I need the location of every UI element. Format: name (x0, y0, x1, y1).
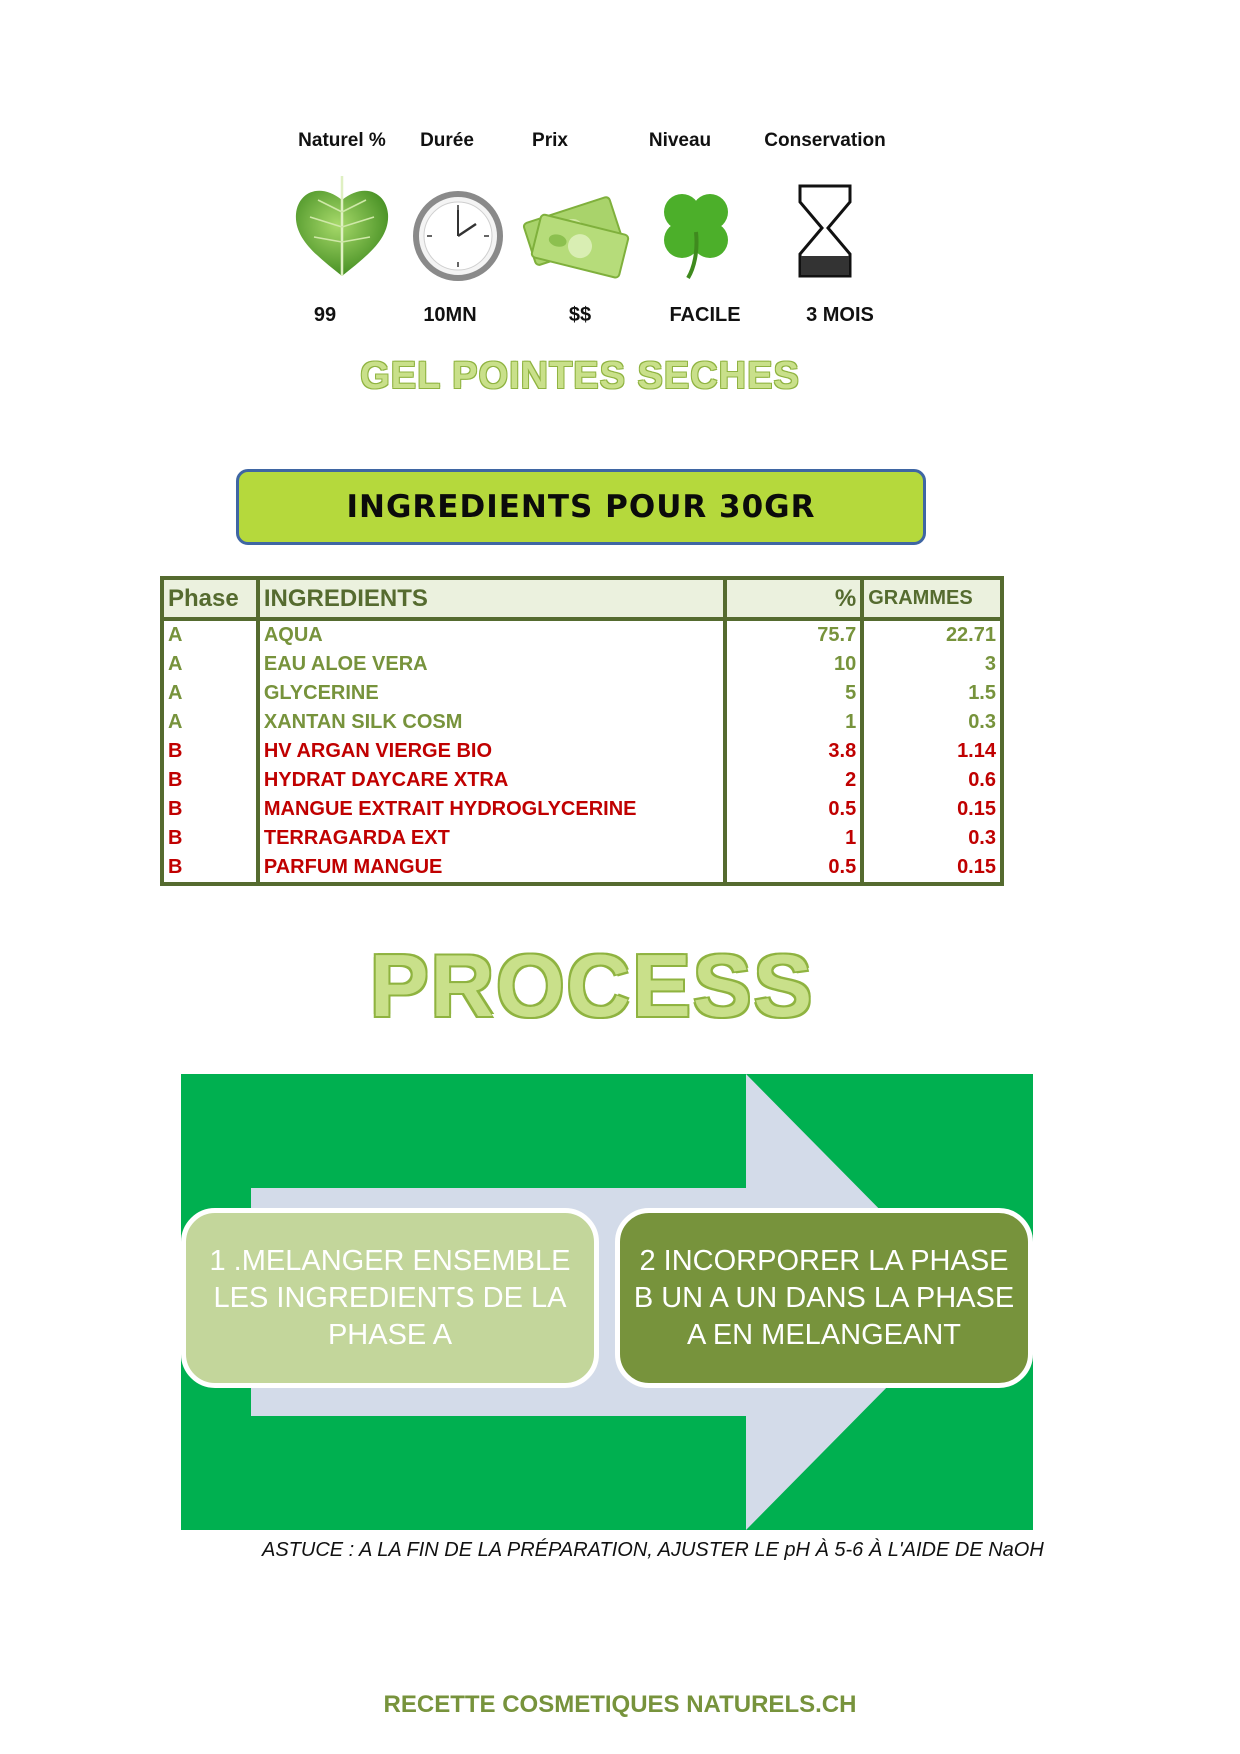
cell-percent: 0.5 (725, 853, 862, 884)
clock-icon (410, 172, 506, 282)
leaf-heart-icon (290, 172, 394, 282)
header-phase: Phase (162, 578, 258, 619)
cell-percent: 3.8 (725, 737, 862, 766)
cell-grams: 22.71 (862, 619, 1002, 650)
cell-percent: 0.5 (725, 795, 862, 824)
value-prix: $$ (568, 304, 592, 326)
cell-ingredient: EAU ALOE VERA (258, 650, 725, 679)
cell-ingredient: XANTAN SILK COSM (258, 708, 725, 737)
cell-ingredient: PARFUM MANGUE (258, 853, 725, 884)
cell-percent: 75.7 (725, 619, 862, 650)
cell-ingredient: TERRAGARDA EXT (258, 824, 725, 853)
process-diagram (181, 1074, 1033, 1530)
table-row (162, 766, 1002, 795)
header-percent: % (725, 578, 862, 619)
footer-credit: RECETTE COSMETIQUES NATURELS.CH (383, 1691, 857, 1718)
cell-grams: 1.14 (862, 737, 1002, 766)
cell-phase: A (162, 708, 258, 737)
value-duree: 10MN (423, 304, 477, 326)
table-row (162, 679, 1002, 708)
process-step-2-text: 2 INCORPORER LA PHASE B UN A UN DANS LA PHASE A EN MELANGEANT (633, 1244, 1015, 1351)
table-row (162, 619, 1002, 650)
cell-ingredient: MANGUE EXTRAIT HYDROGLYCERINE (258, 795, 725, 824)
label-niveau: Niveau (648, 130, 712, 151)
value-niveau: FACILE (669, 304, 741, 326)
cell-grams: 1.5 (862, 679, 1002, 708)
cell-grams: 0.3 (862, 824, 1002, 853)
cell-phase: A (162, 619, 258, 650)
recipe-title: GEL POINTES SECHES (360, 355, 800, 397)
value-naturel: 99 (313, 304, 337, 326)
header-grammes: GRAMMES (862, 578, 1002, 619)
process-step-1-text: 1 .MELANGER ENSEMBLE LES INGREDIENTS DE LA PHASE A (209, 1244, 571, 1351)
cell-grams: 0.3 (862, 708, 1002, 737)
ingredients-banner: INGREDIENTS POUR 30GR (236, 469, 926, 545)
table-header-row (162, 578, 1002, 619)
cell-phase: A (162, 650, 258, 679)
label-duree: Durée (420, 130, 474, 151)
table-row (162, 853, 1002, 884)
cell-ingredient: GLYCERINE (258, 679, 725, 708)
label-prix: Prix (532, 130, 568, 151)
clover-icon (648, 172, 744, 282)
cell-grams: 0.6 (862, 766, 1002, 795)
table-row (162, 795, 1002, 824)
cell-grams: 3 (862, 650, 1002, 679)
cell-grams: 0.15 (862, 795, 1002, 824)
money-icon (518, 172, 634, 282)
cell-phase: A (162, 679, 258, 708)
cell-ingredient: HV ARGAN VIERGE BIO (258, 737, 725, 766)
cell-grams: 0.15 (862, 853, 1002, 884)
cell-phase: B (162, 795, 258, 824)
cell-percent: 5 (725, 679, 862, 708)
cell-percent: 1 (725, 708, 862, 737)
cell-phase: B (162, 824, 258, 853)
process-title: PROCESS (369, 936, 815, 1035)
hourglass-icon (790, 172, 860, 282)
header-ingredients: INGREDIENTS (258, 578, 725, 619)
cell-ingredient: HYDRAT DAYCARE XTRA (258, 766, 725, 795)
cell-percent: 10 (725, 650, 862, 679)
process-step-1 (181, 1208, 599, 1388)
label-conservation: Conservation (764, 130, 886, 151)
table-row (162, 737, 1002, 766)
cell-phase: B (162, 737, 258, 766)
cell-phase: B (162, 766, 258, 795)
label-naturel: Naturel % (298, 130, 386, 151)
ingredients-table (160, 576, 1004, 886)
process-step-2 (615, 1208, 1033, 1388)
cell-phase: B (162, 853, 258, 884)
cell-percent: 2 (725, 766, 862, 795)
cell-percent: 1 (725, 824, 862, 853)
cell-ingredient: AQUA (258, 619, 725, 650)
astuce-note: ASTUCE : A LA FIN DE LA PRÉPARATION, AJUSTER LE pH À 5-6 À L'AIDE DE NaOH (262, 1539, 1044, 1561)
table-row (162, 650, 1002, 679)
value-conservation: 3 MOIS (806, 304, 874, 326)
table-row (162, 708, 1002, 737)
table-row (162, 824, 1002, 853)
